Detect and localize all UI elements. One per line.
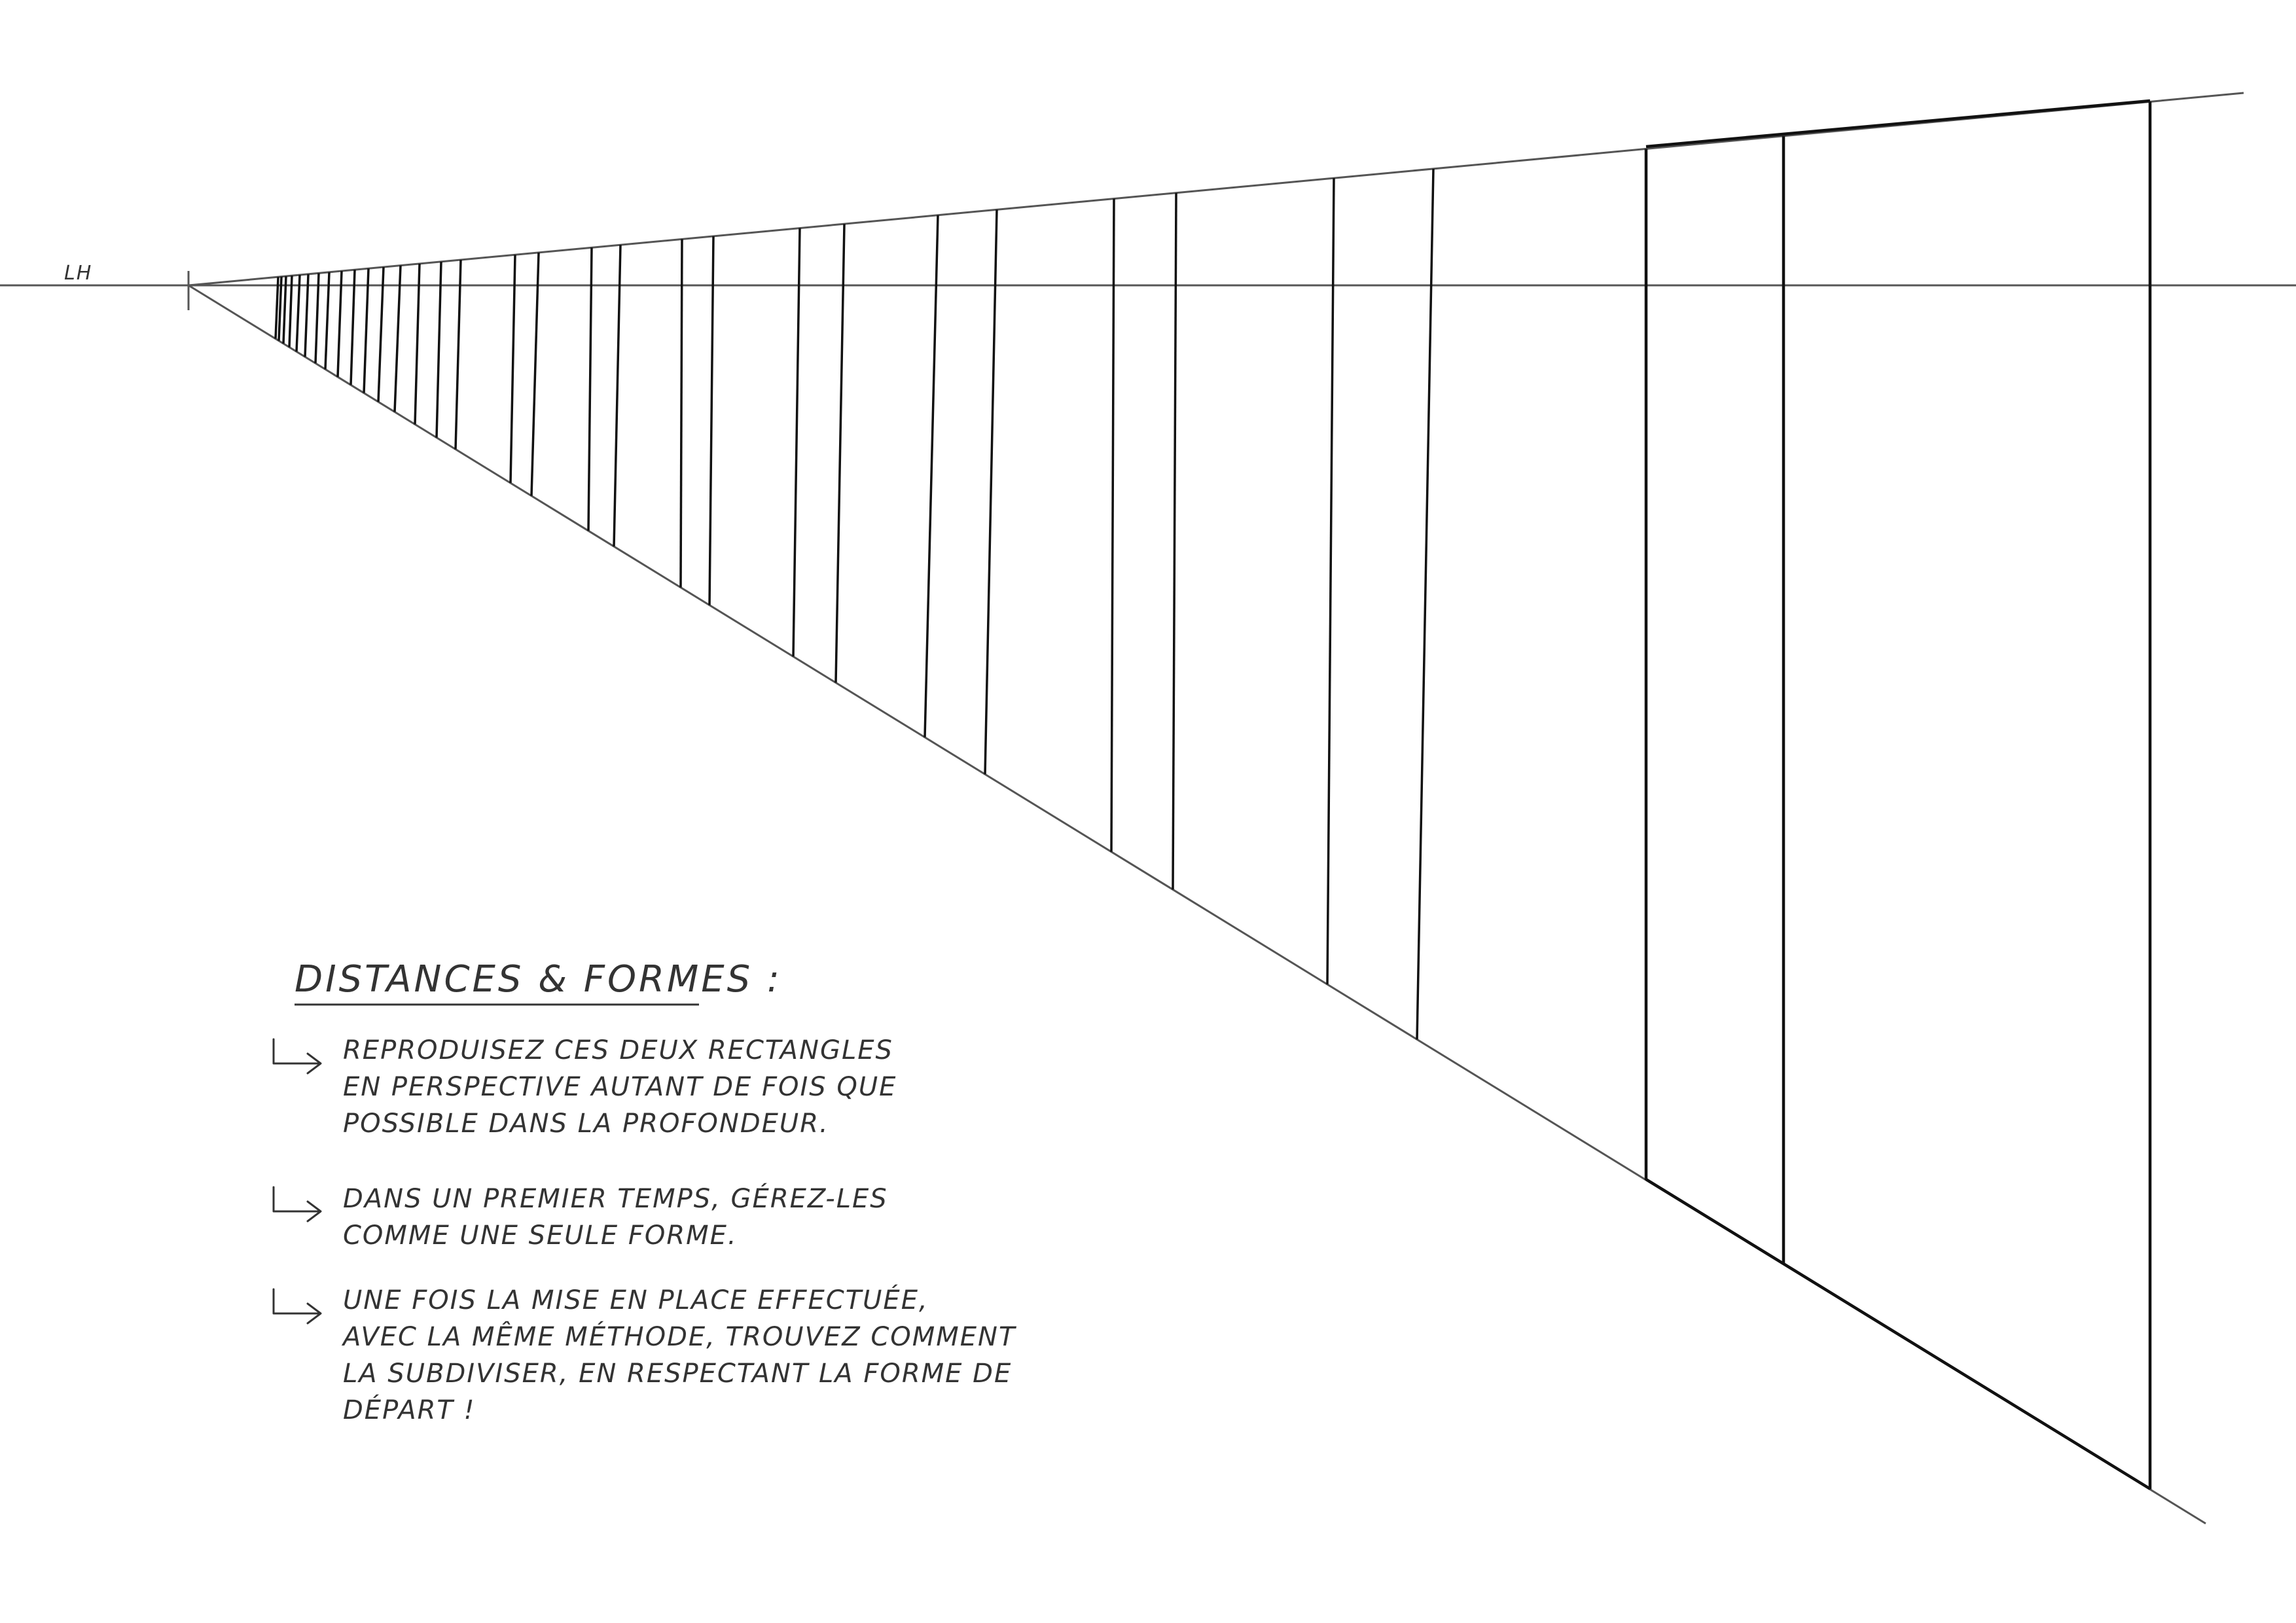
rectangle-vertical-edge [296, 275, 300, 351]
hooked-arrow-icon [274, 1039, 321, 1073]
instruction-line: REPRODUISEZ CES DEUX RECTANGLES [343, 1035, 893, 1065]
instruction-item [274, 1284, 1026, 1425]
rectangle-vertical-edge [531, 253, 539, 496]
instruction-line [343, 1183, 897, 1251]
rectangle-vertical-edge [415, 264, 420, 425]
rectangle-edges [276, 101, 2150, 1489]
instruction-line [343, 1035, 906, 1139]
rectangle-vertical-edge [793, 228, 800, 657]
rectangle-vertical-edge [511, 255, 515, 483]
horizon-label: LH [64, 262, 93, 285]
rectangle-vertical-edge [985, 209, 997, 774]
top-converging-line [188, 93, 2244, 285]
hooked-arrow-icon [274, 1289, 321, 1323]
rectangle-vertical-edge [325, 272, 329, 369]
rectangle-vertical-edge [1417, 169, 1433, 1039]
instruction-line: LA SUBDIVISER, EN RESPECTANT LA FORME DE [343, 1359, 1013, 1389]
instruction-line: EN PERSPECTIVE AUTANT DE FOIS QUE [343, 1072, 897, 1102]
rectangle-vertical-edge [395, 266, 401, 412]
rectangle-vertical-edge [315, 273, 319, 363]
rectangle-vertical-edge [1111, 199, 1114, 852]
rectangle-vertical-edge [289, 276, 292, 347]
instruction-line [341, 1284, 1026, 1425]
rectangle-vertical-edge [588, 247, 592, 531]
bottom-rail-foreground [1646, 1179, 2150, 1489]
top-rail-foreground [1646, 101, 2150, 147]
instruction-line: DANS UN PREMIER TEMPS, GÉREZ-LES [343, 1184, 888, 1214]
rectangle-vertical-edge [836, 224, 844, 683]
rectangle-vertical-edge [305, 274, 308, 357]
rectangle-vertical-edge [338, 271, 342, 377]
instruction-line: DÉPART ! [343, 1395, 476, 1425]
rectangle-vertical-edge [437, 262, 441, 438]
rectangle-vertical-edge [456, 260, 461, 450]
rectangle-vertical-edge [364, 268, 368, 393]
instruction-item [274, 1035, 906, 1139]
rectangle-vertical-edge [925, 215, 938, 738]
rectangle-vertical-edge [681, 239, 682, 587]
instruction-item [274, 1183, 897, 1251]
instruction-line: AVEC LA MÊME MÉTHODE, TROUVEZ COMMENT [343, 1322, 1016, 1352]
instruction-block [274, 958, 1026, 1425]
hooked-arrow-icon [274, 1187, 321, 1221]
rectangle-vertical-edge [614, 245, 620, 546]
rectangle-vertical-edge [378, 267, 384, 402]
instruction-line: POSSIBLE DANS LA PROFONDEUR. [343, 1109, 829, 1139]
rectangle-vertical-edge [1327, 178, 1334, 984]
rectangle-vertical-edge [351, 270, 355, 385]
instruction-line: UNE FOIS LA MISE EN PLACE EFFECTUÉE, [343, 1285, 929, 1315]
title-heading: DISTANCES & FORMES : [295, 958, 782, 1001]
instruction-line: COMME UNE SEULE FORME. [343, 1221, 738, 1251]
rectangle-vertical-edge [709, 236, 713, 605]
rectangle-vertical-edge [1173, 193, 1176, 890]
